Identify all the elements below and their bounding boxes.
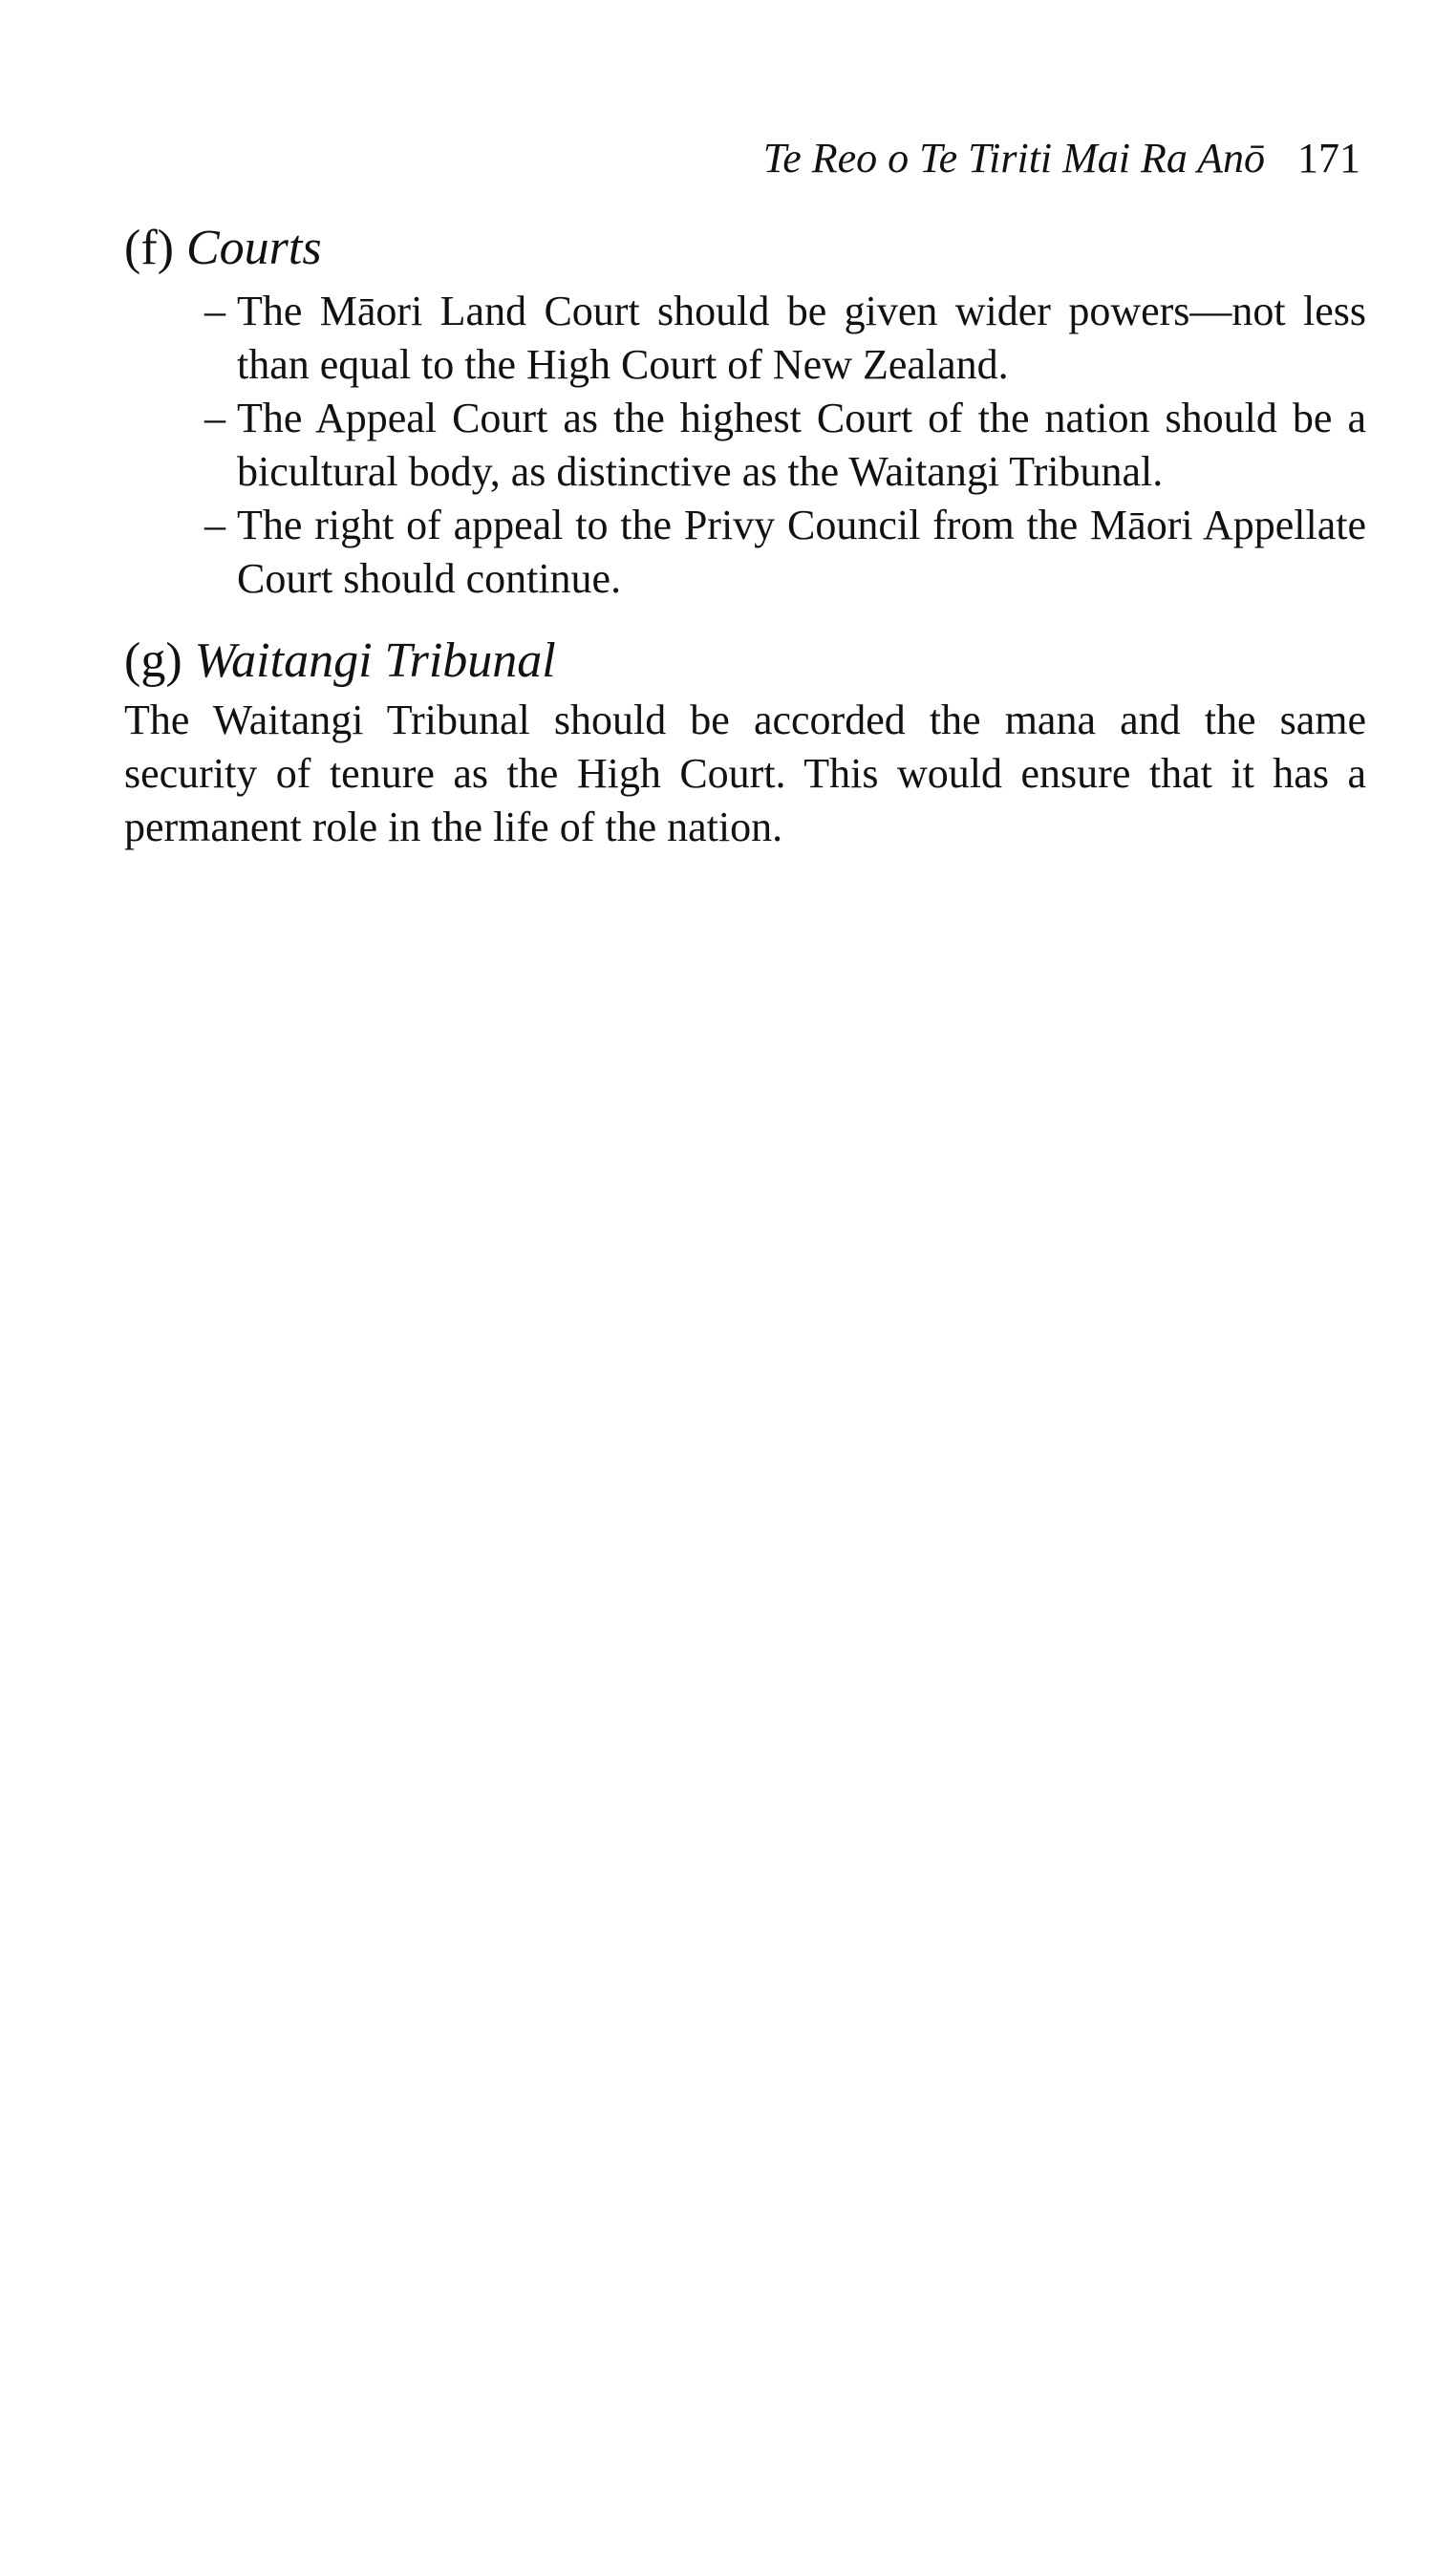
- page-content: [124, 218, 1366, 854]
- section-title: Courts: [185, 221, 322, 275]
- section-heading-courts: [124, 218, 1366, 279]
- bullet-dash: –: [204, 502, 225, 548]
- body-paragraph: The Waitangi Tribunal should be accorded the mana and the same security of tenure as the High Court. This would ensure that it has a permanent role in the life of the nation.: [124, 697, 1366, 850]
- list-item: [204, 499, 1366, 606]
- bullet-dash: –: [204, 288, 225, 334]
- list-item-text: The Appeal Court as the highest Court of the nation should be a bicultural body, as distinctive as the Waitangi Tribunal.: [237, 395, 1366, 495]
- section-waitangi-tribunal: [124, 631, 1366, 854]
- section-heading-waitangi-tribunal: [124, 631, 1366, 692]
- list-item: [204, 392, 1366, 499]
- section-marker: (f): [124, 221, 174, 275]
- page-number: 171: [1297, 135, 1360, 182]
- bullet-dash: –: [204, 395, 225, 441]
- courts-bullet-list: [204, 285, 1366, 606]
- section-title: Waitangi Tribunal: [194, 633, 556, 688]
- list-item: [204, 285, 1366, 392]
- list-item-text: The right of appeal to the Privy Council from the Māori Appellate Court should continue.: [237, 502, 1366, 602]
- section-marker: (g): [124, 633, 182, 688]
- running-head-title: Te Reo o Te Tiriti Mai Ra Anō: [762, 135, 1265, 182]
- list-item-text: The Māori Land Court should be given wider powers—not less than equal to the High Court of New Zealand.: [237, 288, 1366, 388]
- running-head: [763, 132, 1360, 185]
- section-courts: [124, 218, 1366, 606]
